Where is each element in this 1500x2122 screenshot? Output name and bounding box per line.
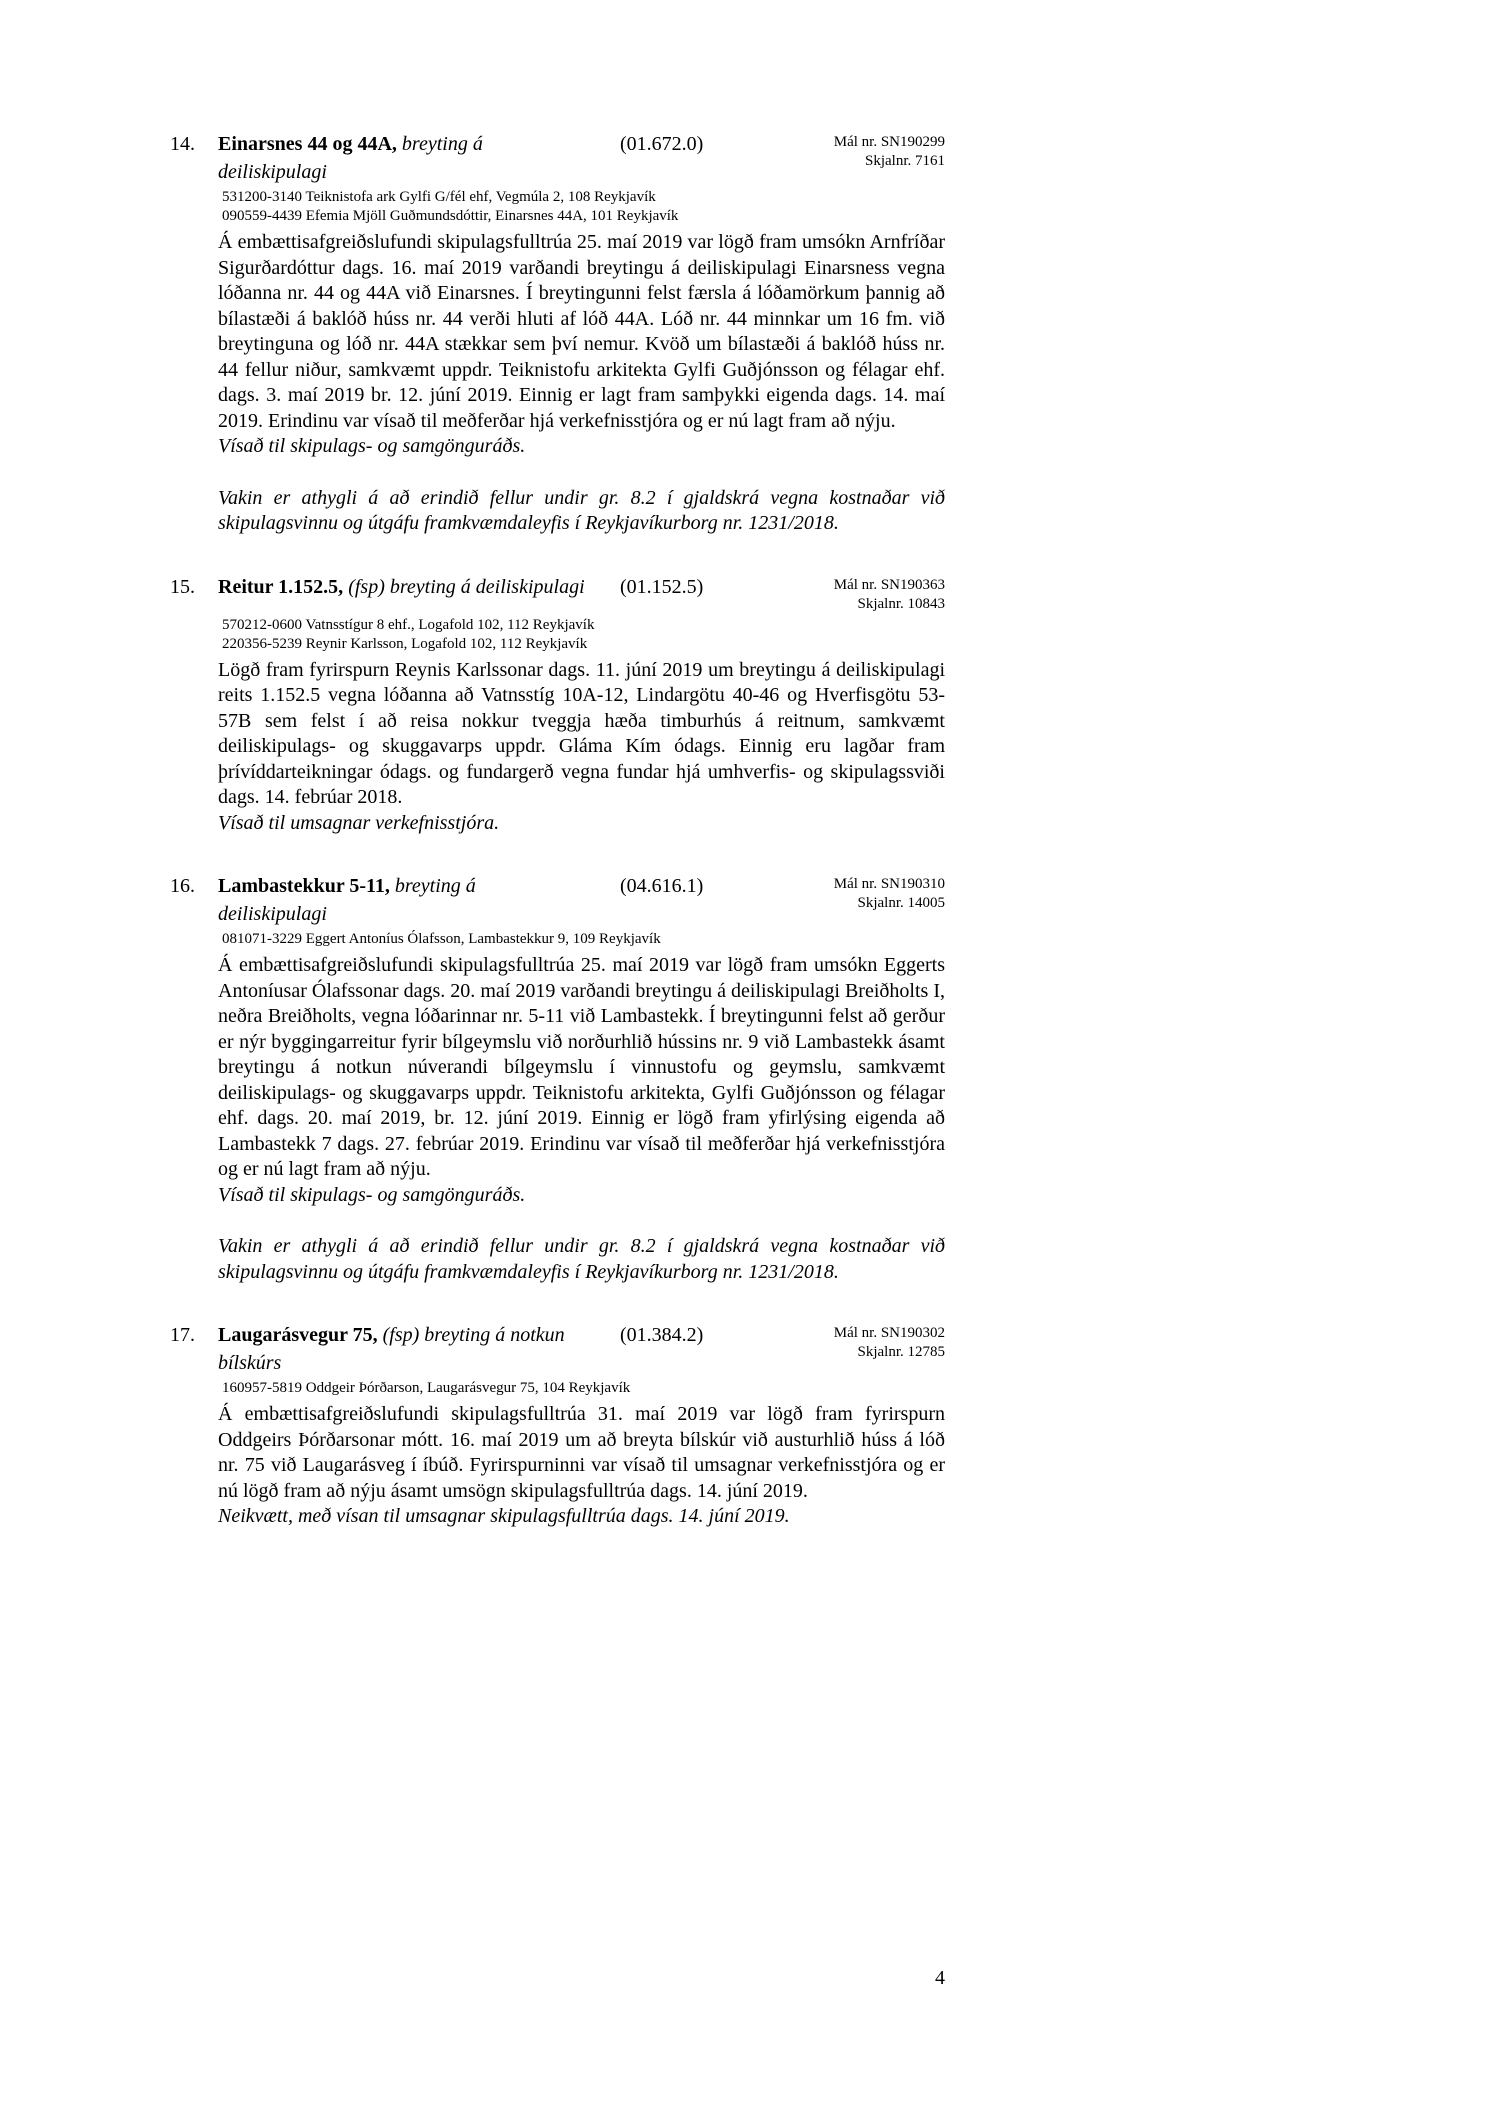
item-number: 16. <box>170 875 195 897</box>
item-refs <box>763 130 945 171</box>
page-number: 4 <box>935 1967 945 1989</box>
item-header <box>170 573 945 614</box>
item-title-address: Reitur 1.152.5, <box>218 575 344 598</box>
item-title <box>218 130 588 186</box>
document-number: Skjalnr. 14005 <box>857 895 945 911</box>
item-title <box>218 1321 588 1377</box>
item-body: Lögð fram fyrirspurn Reynis Karlssonar dags. 11. júní 2019 um breytingu á deiliskipulagi reits 1.152.5 vegna lóðanna að Vatnsstíg 10A-12, Lindargötu 40-46 og Hverfisgötu 53-57B sem felst í að reisa nokkur tveggja hæða timburhús á reitnum, samkvæmt deiliskipulags- og skuggavarps uppdr. Gláma Kím ódags. Einnig eru lagðar fram þrívíddarteikningar ódags. og fundargerð vegna fundar hjá umhverfis- og skipulagssviði dags. 14. febrúar 2018. <box>218 658 945 808</box>
item-title <box>218 872 588 928</box>
item-title-type: (fsp) breyting á notkun bílskúrs <box>218 1324 565 1374</box>
plan-code: (04.616.1) <box>620 875 704 897</box>
item-title-type: (fsp) breyting á deiliskipulagi <box>348 575 585 598</box>
case-number: Mál nr. SN190363 <box>833 576 945 593</box>
item-title-address: Lambastekkur 5-11, <box>218 875 390 897</box>
item-body: Á embættisafgreiðslufundi skipulagsfulltrúa 31. maí 2019 var lögð fram fyrirspurn Oddgeirs Þórðarsonar mótt. 16. maí 2019 um að breyta bílskúr við austurhlið húss á lóð nr. 75 við Laugarásveg í íbúð. Fyrirspurninni var vísað til umsagnar verkefnisstjóra og er nú lögð fram að nýju ásamt umsögn skipulagsfulltrúa dags. 14. júní 2019. <box>218 1403 945 1502</box>
item-body: Á embættisafgreiðslufundi skipulagsfulltrúa 25. maí 2019 var lögð fram umsókn Eggerts Antoníusar Ólafssonar dags. 20. maí 2019 varðandi breytingu á deiliskipulagi Breiðholts I, neðra Breiðholts, vegna lóðarinnar nr. 5-11 við Lambastekk. Í breytingunni felst að gerður er nýr byggingarreitur fyrir bílgeymslu við norðurhlið hússins nr. 9 við Lambastekk ásamt breytingu á notkun núverandi bílgeymslu í vinnustofu og geymslu, samkvæmt deiliskipulags- og skuggavarps uppdr. Teiknistofu arkitekta, Gylfi Guðjónsson og félagar ehf. dags. 20. maí 2019, br. 12. júní 2019. Einnig er lögð fram yfirlýsing eigenda að Lambastekk 7 dags. 27. febrúar 2019. Erindinu var vísað til meðferðar hjá verkefnisstjóra og er nú lagt fram að nýju. <box>218 954 945 1180</box>
parties <box>222 188 945 226</box>
item-number: 14. <box>170 133 195 155</box>
parties <box>222 616 945 654</box>
plan-code: (01.152.5) <box>620 575 704 598</box>
case-number: Mál nr. SN190299 <box>833 134 945 150</box>
item-title-type: breyting á deiliskipulagi <box>218 875 476 925</box>
case-number: Mál nr. SN190310 <box>833 876 945 892</box>
party-line: 220356-5239 Reynir Karlsson, Logafold 102, 112 Reykjavík <box>222 635 588 652</box>
item-header <box>170 130 945 186</box>
decision-text: Vísað til skipulags- og samgönguráðs. <box>218 435 526 457</box>
document-number: Skjalnr. 10843 <box>857 595 945 612</box>
item-title-type: breyting á deiliskipulagi <box>218 133 483 183</box>
party-line: 090559-4439 Efemia Mjöll Guðmundsdóttir, Einarsnes 44A, 101 Reykjavík <box>222 208 679 224</box>
agenda-item-17 <box>170 1321 945 1530</box>
case-number: Mál nr. SN190302 <box>833 1325 945 1341</box>
item-number: 17. <box>170 1324 195 1346</box>
party-line: 081071-3229 Eggert Antoníus Ólafsson, Lambastekkur 9, 109 Reykjavík <box>222 931 661 947</box>
party-line: 531200-3140 Teiknistofa ark Gylfi G/fél ehf, Vegmúla 2, 108 Reykjavík <box>222 189 656 205</box>
plan-code: (01.384.2) <box>620 1324 704 1346</box>
decision-text: Vísað til umsagnar verkefnisstjóra. <box>218 811 500 834</box>
item-header <box>170 1321 945 1377</box>
parties <box>222 1379 945 1398</box>
item-number: 15. <box>170 575 195 598</box>
item-refs <box>763 1321 945 1362</box>
plan-code: (01.672.0) <box>620 133 704 155</box>
agenda-item-15 <box>170 573 945 837</box>
decision-text: Neikvætt, með vísan til umsagnar skipulagsfulltrúa dags. 14. júní 2019. <box>218 1505 790 1527</box>
item-body: Á embættisafgreiðslufundi skipulagsfulltrúa 25. maí 2019 var lögð fram umsókn Arnfríðar Sigurðardóttur dags. 16. maí 2019 varðandi breytingu á deiliskipulagi Einarsness vegna lóðanna nr. 44 og 44A við Einarsnes. Í breytingunni felst færsla á lóðamörkum þannig að bílastæði á baklóð húss nr. 44 verði hluti af lóð 44A. Lóð nr. 44 minnkar um 16 fm. við breytinguna og lóð nr. 44A stækkar sem því nemur. Kvöð um bílastæði á baklóð húss nr. 44 fellur niður, samkvæmt uppdr. Teiknistofu arkitekta Gylfi Guðjónsson og félagar ehf. dags. 3. maí 2019 br. 12. júní 2019. Einnig er lagt fram samþykki eigenda dags. 14. maí 2019. Erindinu var vísað til meðferðar hjá verkefnisstjóra og er nú lagt fram að nýju. <box>218 231 945 432</box>
party-line: 160957-5819 Oddgeir Þórðarson, Laugarásvegur 75, 104 Reykjavík <box>222 1380 631 1396</box>
fee-note: Vakin er athygli á að erindið fellur undir gr. 8.2 í gjaldskrá vegna kostnaðar við skipulagsvinnu og útgáfu framkvæmdaleyfis í Reykjavíkurborg nr. 1231/2018. <box>218 1235 945 1283</box>
decision-text: Vísað til skipulags- og samgönguráðs. <box>218 1183 526 1206</box>
item-header <box>170 872 945 928</box>
item-title <box>218 573 588 601</box>
party-line: 570212-0600 Vatnsstígur 8 ehf., Logafold 102, 112 Reykjavík <box>222 616 595 633</box>
agenda-item-16 <box>170 872 945 1285</box>
item-refs <box>763 573 945 614</box>
page-content <box>170 130 945 1530</box>
item-title-address: Laugarásvegur 75, <box>218 1324 378 1346</box>
item-refs <box>763 872 945 913</box>
fee-note: Vakin er athygli á að erindið fellur undir gr. 8.2 í gjaldskrá vegna kostnaðar við skipulagsvinnu og útgáfu framkvæmdaleyfis í Reykjavíkurborg nr. 1231/2018. <box>218 486 945 534</box>
parties <box>222 930 945 949</box>
item-title-address: Einarsnes 44 og 44A, <box>218 133 397 155</box>
document-number: Skjalnr. 12785 <box>857 1344 945 1360</box>
document-number: Skjalnr. 7161 <box>864 153 945 169</box>
agenda-item-14 <box>170 130 945 537</box>
